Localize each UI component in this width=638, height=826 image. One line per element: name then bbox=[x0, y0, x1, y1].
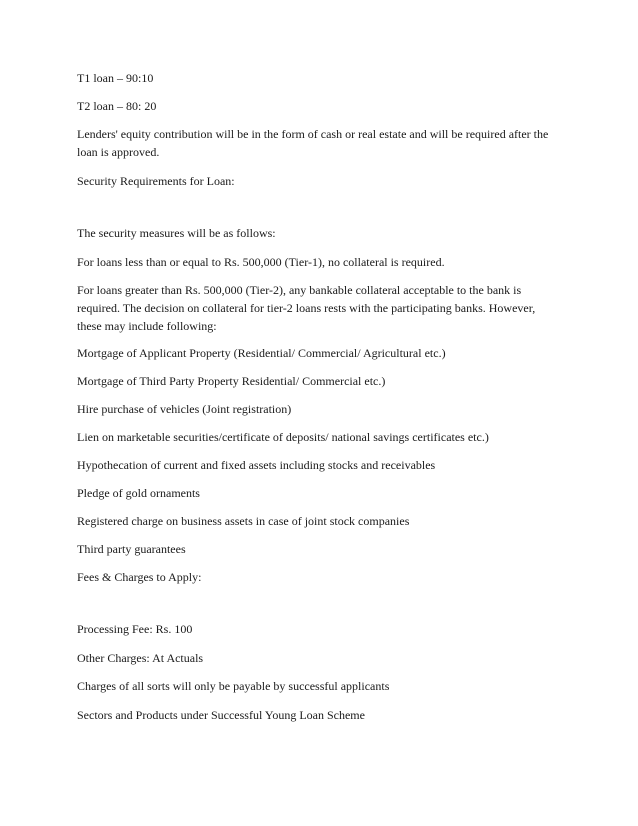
list-item-third-party-guarantees: Third party guarantees bbox=[77, 542, 186, 556]
paragraph-processing-fee: Processing Fee: Rs. 100 bbox=[77, 622, 193, 636]
heading-fees-charges: Fees & Charges to Apply: bbox=[77, 570, 202, 584]
paragraph-tier2-loans: For loans greater than Rs. 500,000 (Tier-2), any bankable collateral acceptable to the bank is required. The decision on collateral for tier-2 loans rests with the participating banks. However, these may include following: bbox=[77, 283, 536, 333]
paragraph-t1-loan: T1 loan – 90:10 bbox=[77, 71, 154, 85]
paragraph-charges-payable: Charges of all sorts will only be payable by successful applicants bbox=[77, 679, 390, 693]
list-item-third-party-mortgage: Mortgage of Third Party Property Residential/ Commercial etc.) bbox=[77, 374, 386, 388]
heading-sectors-products: Sectors and Products under Successful Young Loan Scheme bbox=[77, 708, 365, 722]
heading-security-requirements: Security Requirements for Loan: bbox=[77, 174, 235, 188]
list-item-lien-securities: Lien on marketable securities/certificate of deposits/ national savings certificates etc.) bbox=[77, 430, 489, 444]
list-item-applicant-mortgage: Mortgage of Applicant Property (Residential/ Commercial/ Agricultural etc.) bbox=[77, 346, 446, 360]
list-item-gold-pledge: Pledge of gold ornaments bbox=[77, 486, 200, 500]
paragraph-equity-contribution: Lenders' equity contribution will be in the form of cash or real estate and will be required after the loan is approved. bbox=[77, 127, 549, 159]
paragraph-security-measures: The security measures will be as follows: bbox=[77, 226, 276, 240]
list-item-hypothecation: Hypothecation of current and fixed assets including stocks and receivables bbox=[77, 458, 436, 472]
document-body bbox=[77, 69, 557, 724]
paragraph-t2-loan: T2 loan – 80: 20 bbox=[77, 99, 157, 113]
paragraph-other-charges: Other Charges: At Actuals bbox=[77, 651, 204, 665]
paragraph-tier1-loans: For loans less than or equal to Rs. 500,000 (Tier-1), no collateral is required. bbox=[77, 255, 445, 269]
list-item-hire-purchase: Hire purchase of vehicles (Joint registration) bbox=[77, 402, 292, 416]
list-item-registered-charge: Registered charge on business assets in case of joint stock companies bbox=[77, 514, 410, 528]
